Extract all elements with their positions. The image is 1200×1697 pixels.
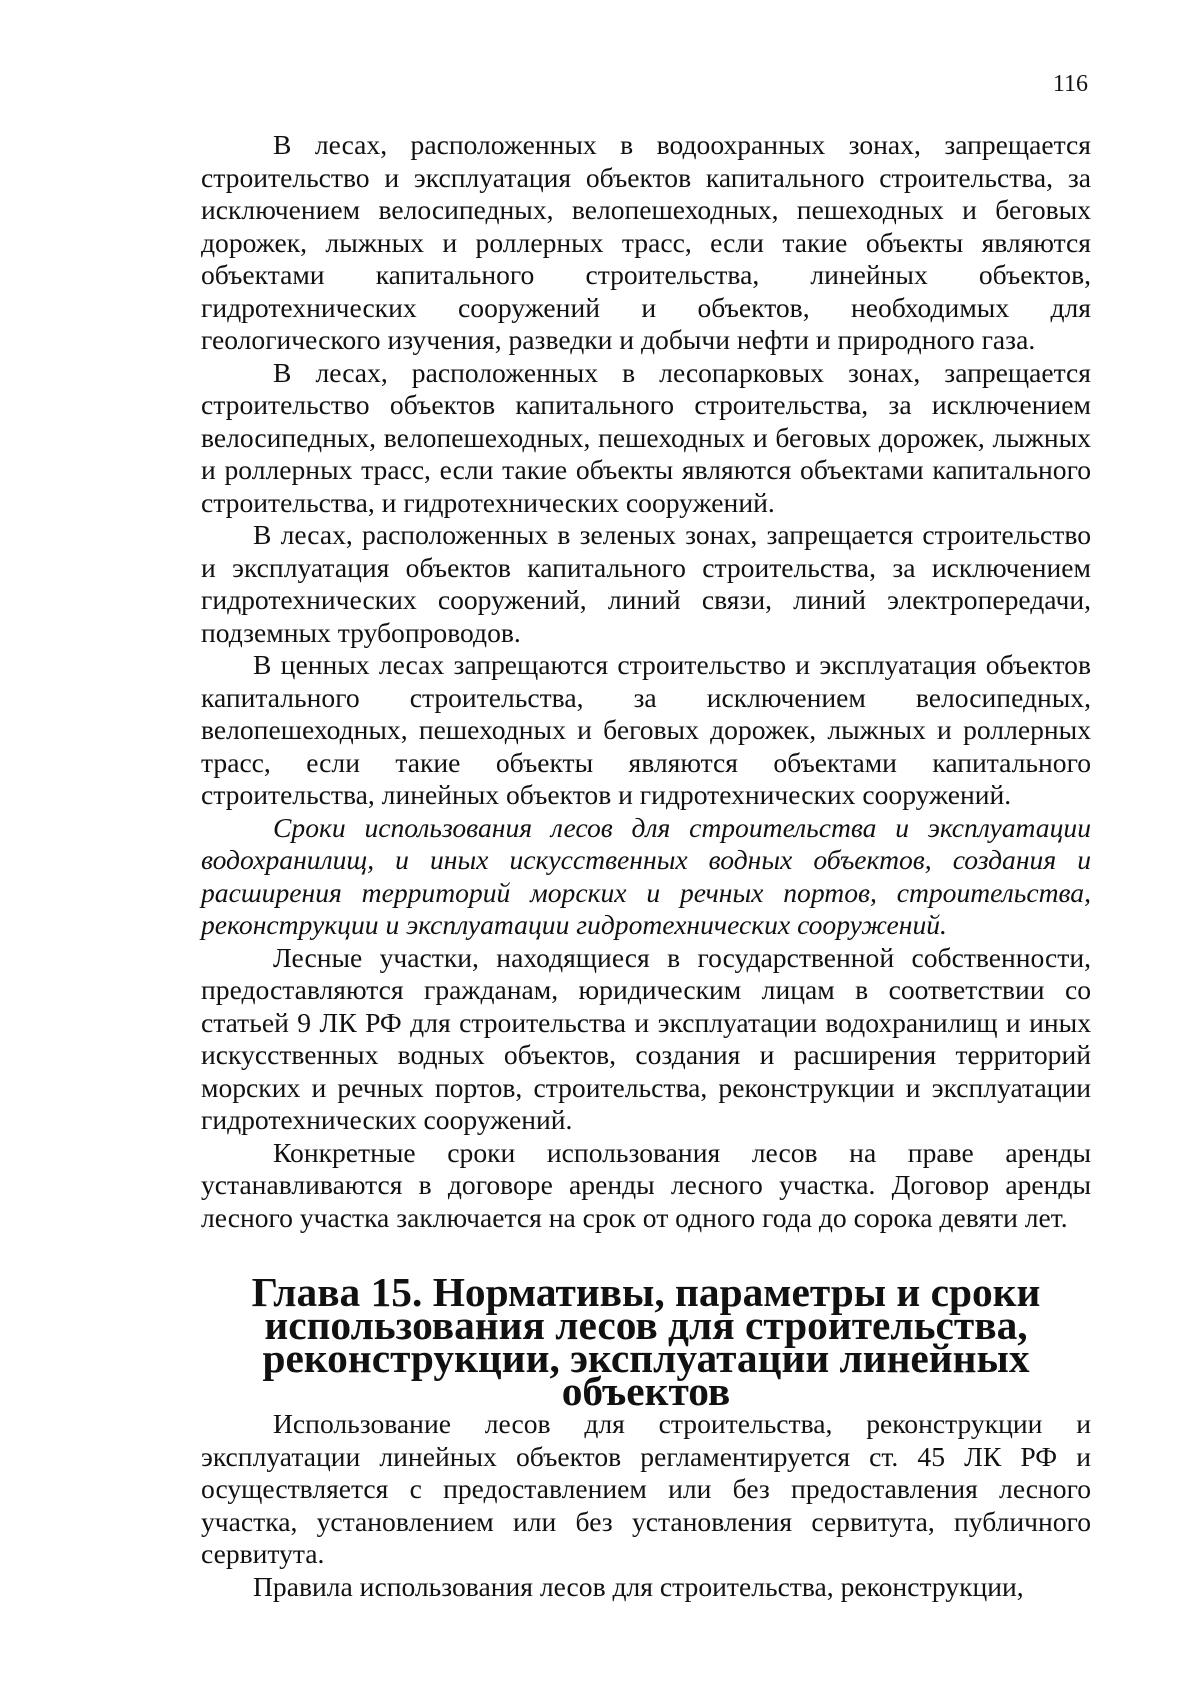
paragraph-forest-park-zones: В лесах, расположенных в лесопарковых зонах, запрещается строительство объектов капитального строительства, за исключением велосипедных, велопешеходных, пешеходных и беговых дорожек, лыжных и роллерных трасс, если такие объекты являются объектами капитального строительства, и гидротехнических сооружений. xyxy=(201,356,1091,518)
page-body xyxy=(201,129,1091,1603)
page-number: 116 xyxy=(1052,71,1088,97)
chapter-heading: Глава 15. Нормативы, параметры и сроки использования лесов для строительства, реконструкции, эксплуатации линейных объектов xyxy=(251,1269,1041,1414)
paragraph-state-forest-plots: Лесные участки, находящиеся в государственной собственности, предоставляются гражданам, юридическим лицам в соответствии со статьей 9 ЛК РФ для строительства и эксплуатации водохранилищ и иных искусственных водных объектов, создания и расширения территорий морских и речных портов, строительства, реконструкции и эксплуатации гидротехнических сооружений. xyxy=(201,941,1091,1135)
section-subtitle-reservoirs: Сроки использования лесов для строительства и эксплуатации водохранилищ, и иных искусственных водных объектов, создания и расширения территорий морских и речных портов, строительства, реконструкции и эксплуатации гидротехнических сооружений. xyxy=(201,811,1091,940)
paragraph-linear-objects: Использование лесов для строительства, реконструкции и эксплуатации линейных объектов регламентируется ст. 45 ЛК РФ и осуществляется с предоставлением или без предоставления лесного участка, установлением или без установления сервитута, публичного сервитута. xyxy=(201,1408,1091,1569)
paragraph-lease-terms: Конкретные сроки использования лесов на праве аренды устанавливаются в договоре аренды лесного участка. Договор аренды лесного участка заключается на срок от одного года до сорока девяти лет. xyxy=(201,1136,1091,1233)
paragraph-green-zones: В лесах, расположенных в зеленых зонах, запрещается строительство и эксплуатация объектов капитального строительства, за исключением гидротехнических сооружений, линий связи, линий электропередачи, подземных трубопроводов. xyxy=(201,519,1091,648)
paragraph-water-protection-zones: В лесах, расположенных в водоохранных зонах, запрещается строительство и эксплуатация объектов капитального строительства, за исключением велосипедных, велопешеходных, пешеходных и беговых дорожек, лыжных и роллерных трасс, если такие объекты являются объектами капитального строительства, линейных объектов, гидротехнических сооружений и объектов, необходимых для геологического изучения, разведки и добычи нефти и природного газа. xyxy=(201,129,1091,355)
paragraph-valuable-forests: В ценных лесах запрещаются строительство и эксплуатация объектов капитального строительства, за исключением велосипедных, велопешеходных, пешеходных и беговых дорожек, лыжных и роллерных трасс, если такие объекты являются объектами капитального строительства, линейных объектов и гидротехнических сооружений. xyxy=(201,649,1091,810)
paragraph-rules-start: Правила использования лесов для строительства, реконструкции, xyxy=(253,1570,1024,1602)
